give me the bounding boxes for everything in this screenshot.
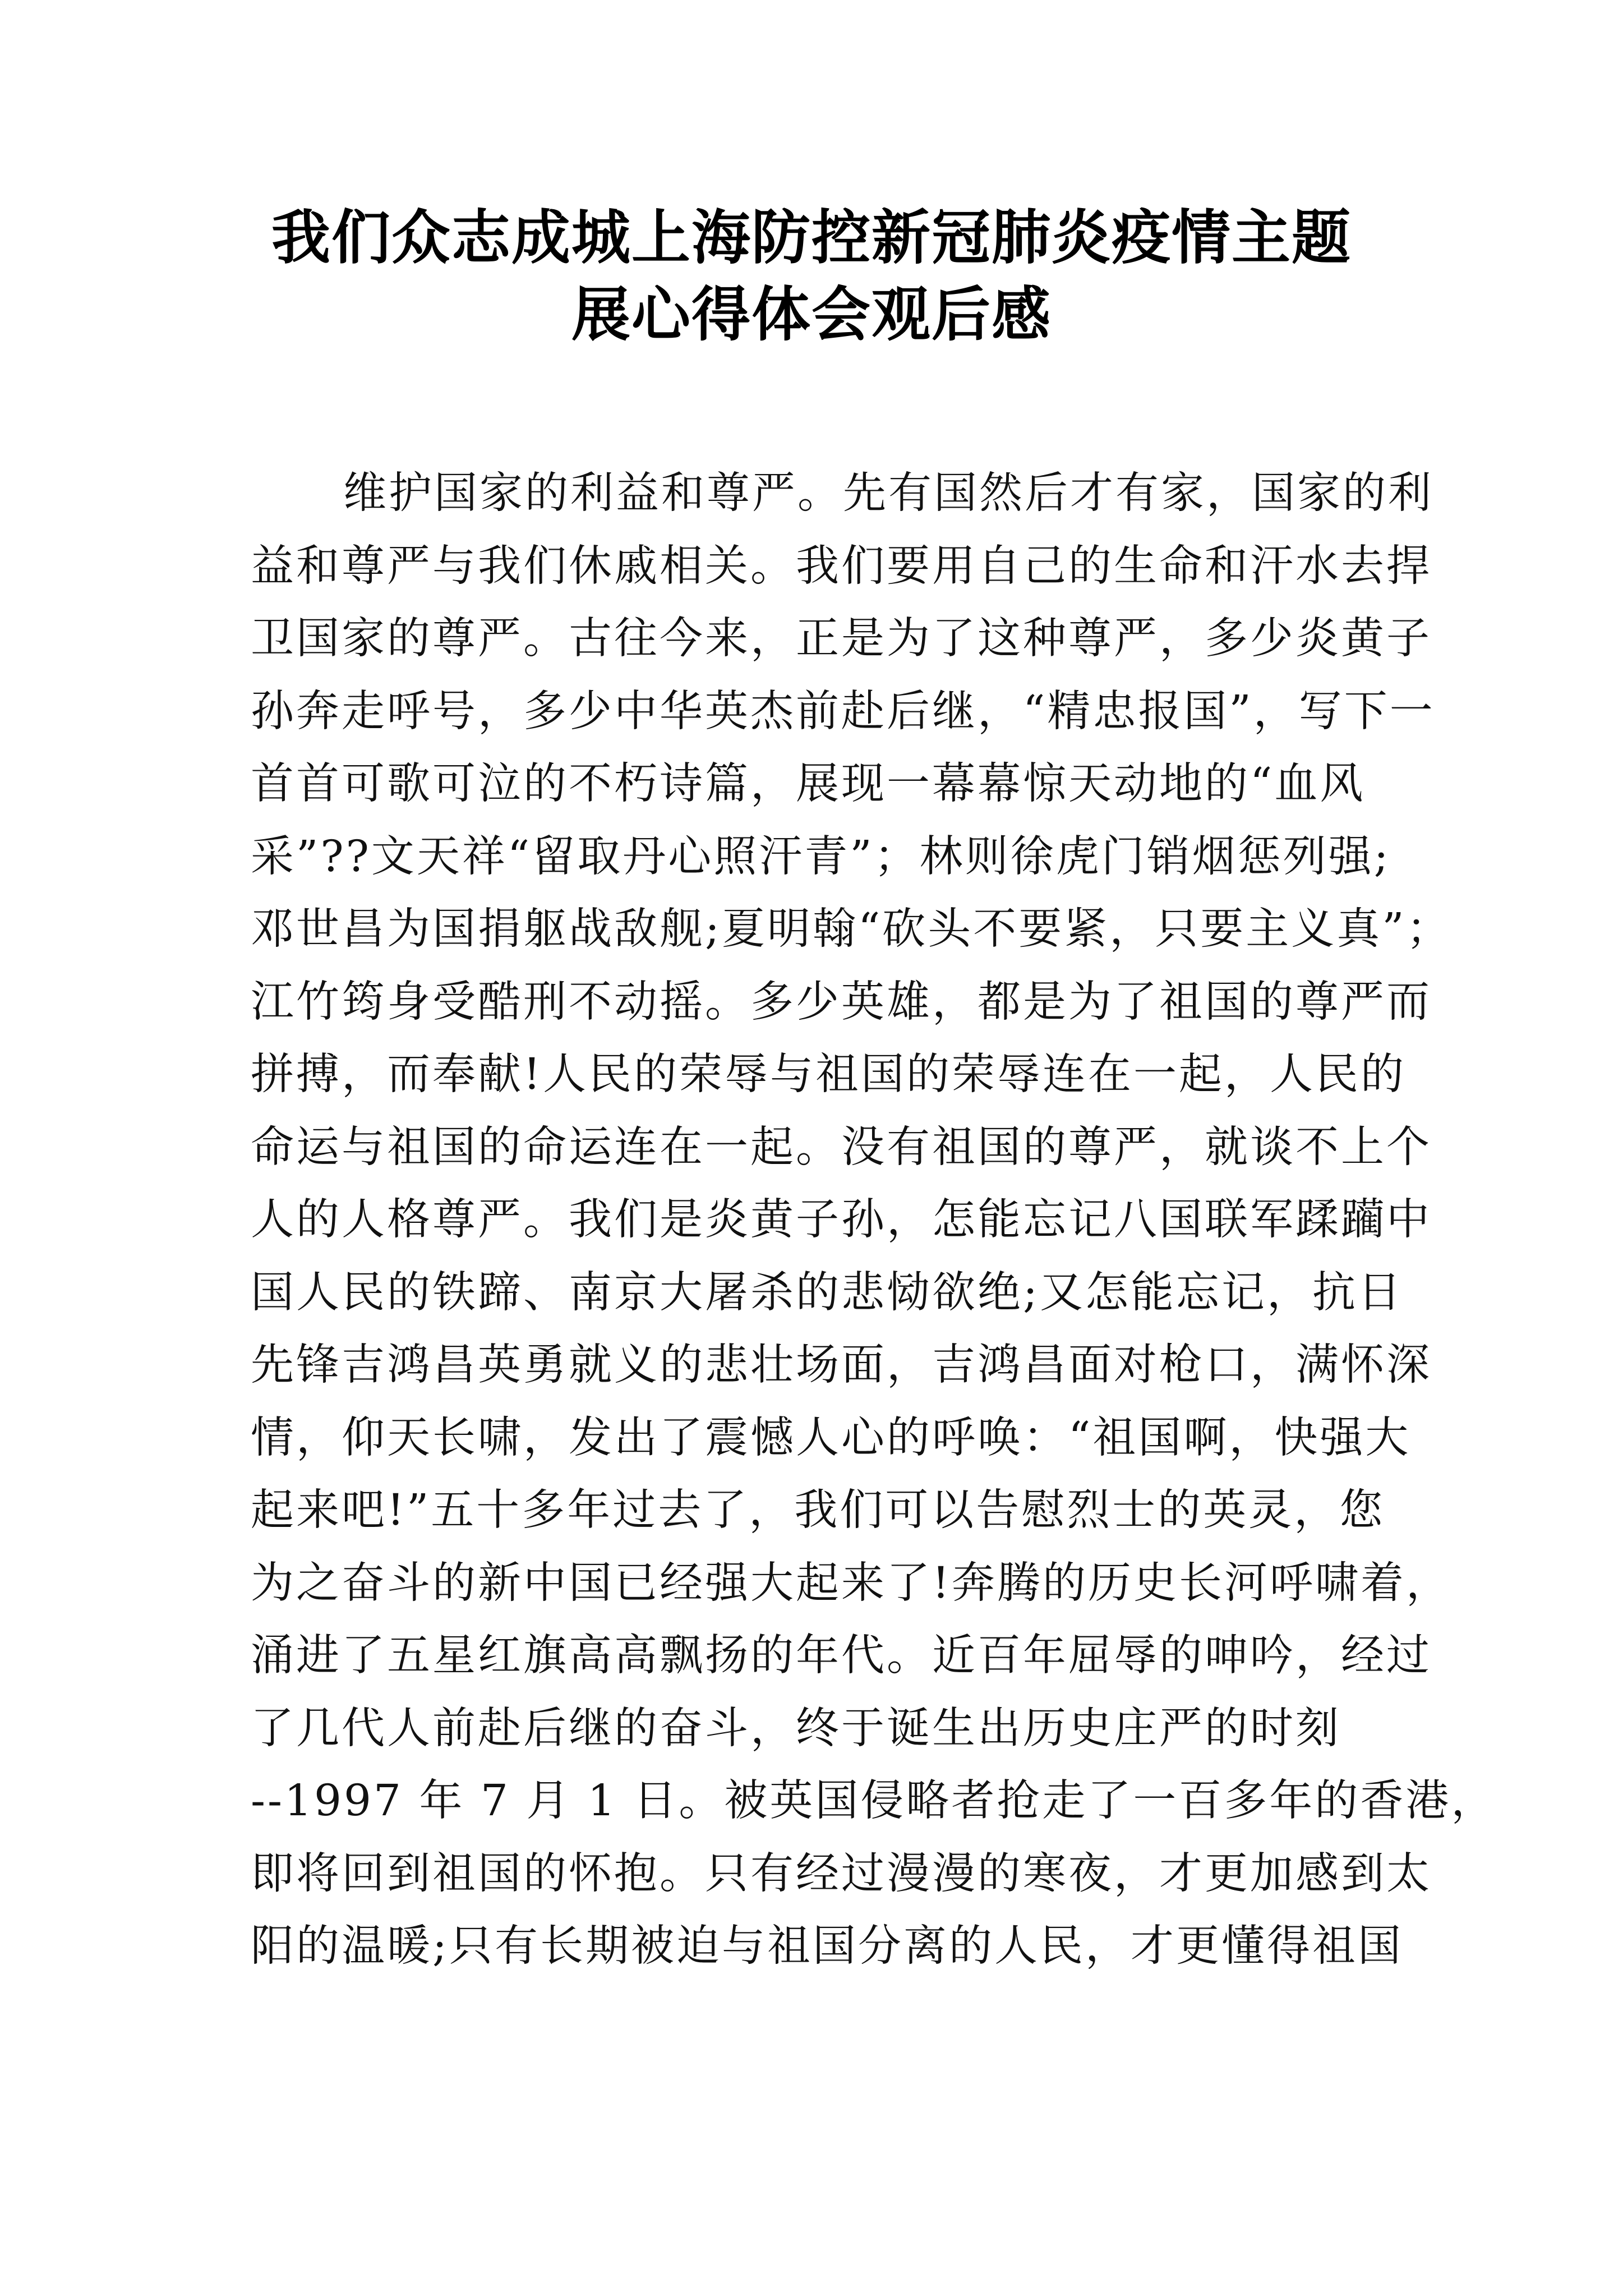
title-line: 展心得体会观后感 bbox=[571, 279, 1052, 349]
paragraph-line: 益和尊严与我们休戚相关。我们要用自己的生命和汗水去捍 bbox=[251, 541, 1432, 591]
paragraph-line: 起来吧!”五十多年过去了，我们可以告慰烈士的英灵，您 bbox=[251, 1485, 1385, 1535]
paragraph-line: 孙奔走呼号，多少中华英杰前赴后继，“精忠报国”，写下一 bbox=[251, 686, 1435, 737]
paragraph-line: 维护国家的利益和尊严。先有国然后才有家，国家的利 bbox=[343, 468, 1433, 518]
body-paragraph bbox=[251, 457, 1497, 1983]
paragraph-line: 邓世昌为国捐躯战敌舰;夏明翰“砍头不要紧，只要主义真”； bbox=[251, 904, 1452, 954]
paragraph-line: 江竹筠身受酷刑不动摇。多少英雄，都是为了祖国的尊严而 bbox=[251, 977, 1432, 1027]
paragraph-line: --1997 年 7 月 1 日。被英国侵略者抢走了一百多年的香港， bbox=[251, 1776, 1497, 1826]
paragraph-line: 先锋吉鸿昌英勇就义的悲壮场面，吉鸿昌面对枪口，满怀深 bbox=[251, 1340, 1432, 1390]
paragraph-line: 了几代人前赴后继的奋斗，终于诞生出历史庄严的时刻 bbox=[251, 1703, 1341, 1754]
paragraph-line: 采”??文天祥“留取丹心照汗青”；林则徐虎门销烟惩列强; bbox=[251, 831, 1391, 882]
paragraph-line: 命运与祖国的命运连在一起。没有祖国的尊严，就谈不上个 bbox=[251, 1122, 1432, 1172]
paragraph-line: 为之奋斗的新中国已经强大起来了!奔腾的历史长河呼啸着， bbox=[251, 1558, 1451, 1608]
paragraph-line: 拼搏，而奉献!人民的荣辱与祖国的荣辱连在一起，人民的 bbox=[251, 1050, 1406, 1099]
paragraph-line: 国人民的铁蹄、南京大屠杀的悲恸欲绝;又怎能忘记，抗日 bbox=[251, 1267, 1403, 1318]
paragraph-line: 情，仰天长啸，发出了震憾人心的呼唤：“祖国啊，快强大 bbox=[251, 1412, 1411, 1463]
paragraph-line: 卫国家的尊严。古往今来，正是为了这种尊严，多少炎黄子 bbox=[251, 614, 1432, 664]
paragraph-line: 首首可歌可泣的不朽诗篇，展现一幕幕惊天动地的“血风 bbox=[251, 759, 1366, 809]
paragraph-line: 即将回到祖国的怀抱。只有经过漫漫的寒夜，才更加感到太 bbox=[251, 1848, 1432, 1899]
title-line: 我们众志成城上海防控新冠肺炎疫情主题 bbox=[271, 203, 1352, 272]
paragraph-line: 人的人格尊严。我们是炎黄子孙，怎能忘记八国联军蹂躏中 bbox=[251, 1195, 1432, 1245]
paragraph-line: 阳的温暖;只有长期被迫与祖国分离的人民，才更懂得祖国 bbox=[251, 1921, 1403, 1971]
document-title bbox=[168, 199, 1455, 353]
paragraph-line: 涌进了五星红旗高高飘扬的年代。近百年屈辱的呻吟，经过 bbox=[251, 1631, 1432, 1681]
